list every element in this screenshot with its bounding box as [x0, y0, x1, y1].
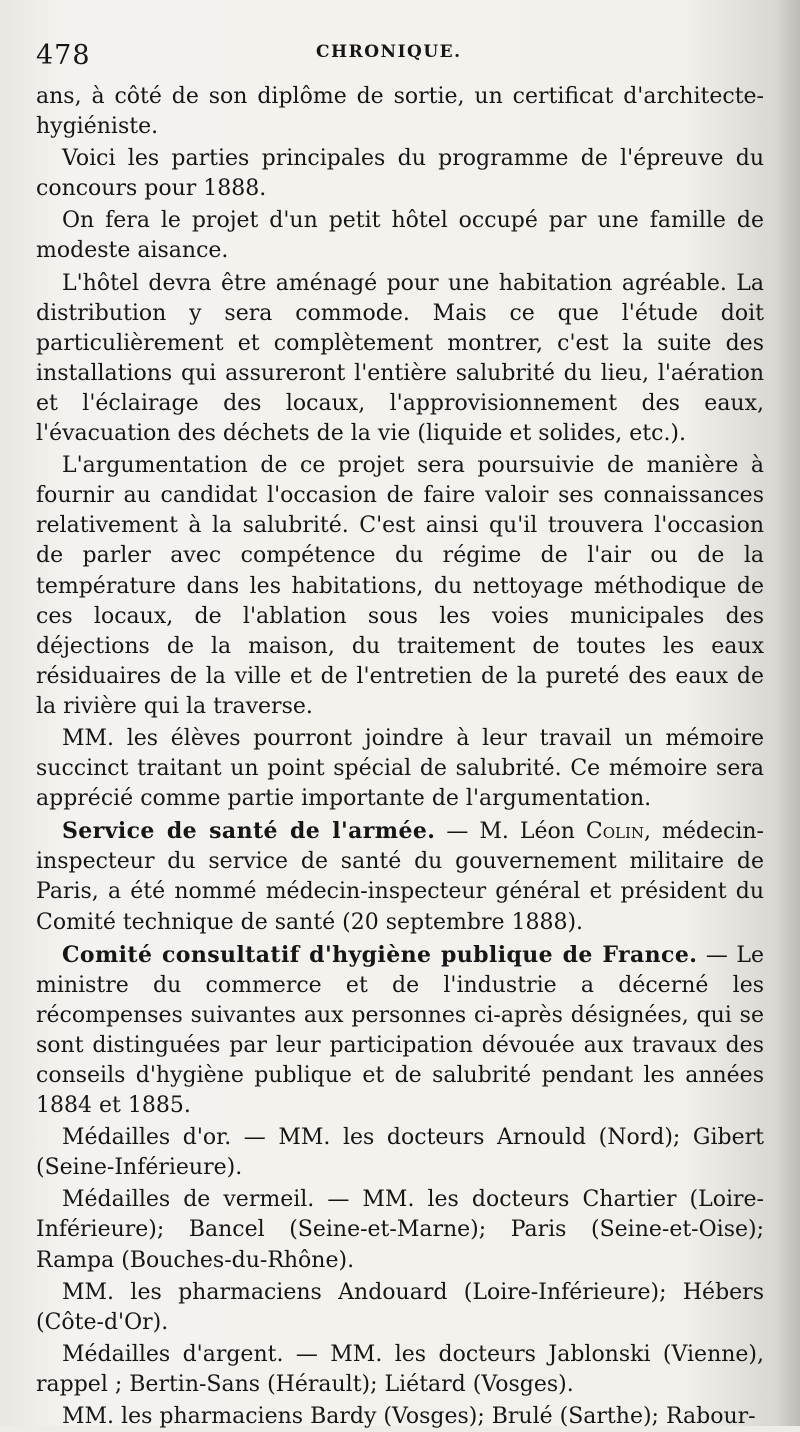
- paragraph-comite: [36, 940, 764, 1122]
- paragraph-argumentation: L'argumentation de ce projet sera poursuivie de manière à fournir au candidat l'occasion de faire valoir ses connaissances relativement à la salubrité. C'est ainsi qu'il trouvera l'occasion de parler avec compétence du régime de l'air ou de la température dans les habitations, du nettoyage méthodique de ces locaux, de l'ablation sous les voies municipales des déjections de la maison, du traitement de toutes les eaux résiduaires de la ville et de l'entretien de la pureté des eaux de la rivière qui la traverse.: [36, 453, 764, 719]
- paragraph-pharmaciens-argent: MM. les pharmaciens Bardy (Vosges); Brulé (Sarthe); Rabour-: [62, 1404, 756, 1430]
- paragraph-medailles-vermeil: Médailles de vermeil. — MM. les docteurs Chartier (Loire-Inférieure); Bancel (Seine-et-Marne); Paris (Seine-et-Oise); Rampa (Bouches-du-Rhône).: [36, 1187, 764, 1273]
- section-heading-comite: Comité consultatif d'hygiène publique de France.: [62, 941, 698, 968]
- paragraph-pharmaciens-vermeil: MM. les pharmaciens Andouard (Loire-Inférieure); Hébers (Côte-d'Or).: [36, 1279, 764, 1335]
- paragraph-medailles-argent: Médailles d'argent. — MM. les docteurs Jablonski (Vienne), rappel ; Bertin-Sans (Hérault); Liétard (Vosges).: [36, 1341, 764, 1397]
- person-name: Colin: [585, 819, 645, 845]
- page-number: 478: [36, 40, 91, 71]
- body-text: [36, 82, 764, 1432]
- paragraph-memoire: MM. les élèves pourront joindre à leur travail un mémoire succinct traitant un point spécial de salubrité. Ce mémoire sera apprécié comme partie importante de l'argumentation.: [36, 725, 764, 812]
- page-header: [36, 34, 762, 82]
- paragraph-project: On fera le projet d'un petit hôtel occupé par une famille de modeste aisance.: [36, 208, 764, 264]
- paragraph-continuation: ans, à côté de son diplôme de sortie, un certificat d'architecte-hygiéniste.: [36, 84, 764, 140]
- running-title: CHRONIQUE.: [316, 42, 462, 62]
- paragraph-program-intro: Voici les parties principales du programme de l'épreuve du concours pour 1888.: [36, 146, 764, 202]
- paragraph-medailles-or: Médailles d'or. — MM. les docteurs Arnould (Nord); Gibert (Seine-Inférieure).: [36, 1125, 764, 1181]
- paragraph-text: — M. Léon: [435, 819, 586, 845]
- paragraph-text: , médecin-inspecteur du service de santé du gouvernement militaire de Paris, a été nommé médecin-inspecteur général et président du Comité technique de santé (20 septembre 1888).: [36, 819, 764, 935]
- paragraph-service-sante: [36, 816, 764, 937]
- paragraph-hotel: L'hôtel devra être aménagé pour une habitation agréable. La distribution y sera commode. Mais ce que l'étude doit particulièrement et complètement montrer, c'est la suite des installations qui assureront l'entière salubrité du lieu, l'aération et l'éclairage des locaux, l'approvisionnement des eaux, l'évacuation des déchets de la vie (liquide et solides, etc.).: [36, 270, 764, 447]
- section-heading-service-sante: Service de santé de l'armée.: [62, 818, 436, 845]
- paragraph-text: — Le ministre du commerce et de l'industrie a décerné les récompenses suivantes aux personnes ci-après désignées, qui se sont distinguées par leur participation dévouée aux travaux des conseils d'hygiène publique et de salubrité pendant les années 1884 et 1885.: [36, 942, 764, 1119]
